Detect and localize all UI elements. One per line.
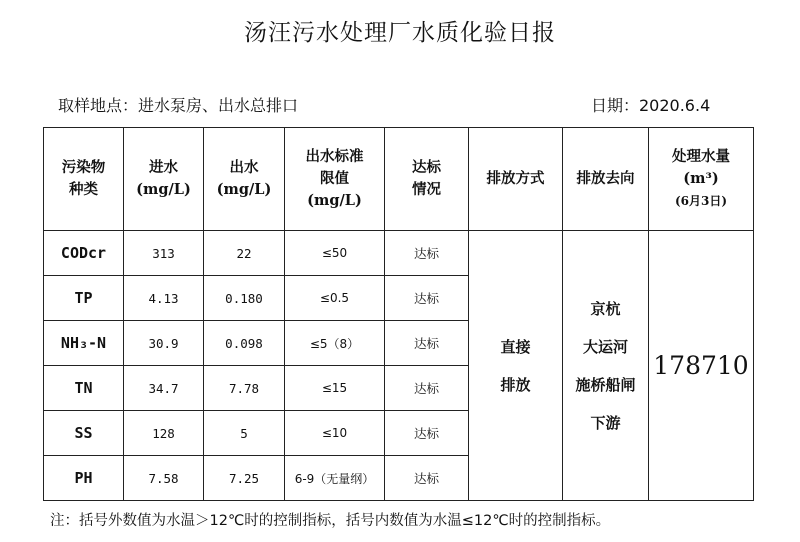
header-outflow — [204, 128, 285, 231]
table-row — [44, 231, 754, 276]
status-value: 达标 — [385, 366, 469, 411]
destination-line: 京杭 — [590, 299, 621, 318]
pollutant-name: TN — [44, 366, 124, 411]
discharge-method-line: 排放 — [500, 375, 531, 394]
destination-line: 下游 — [590, 413, 621, 432]
treated-volume: 178710 — [649, 231, 754, 501]
inflow-value: 313 — [124, 231, 204, 276]
header-line: 出水标准 — [305, 148, 364, 165]
status-value: 达标 — [385, 456, 469, 501]
header-volume — [649, 128, 754, 231]
footnote: 注：括号外数值为水温＞12℃时的控制指标，括号内数值为水温≤12℃时的控制指标。 — [50, 513, 611, 529]
pollutant-name: NH₃-N — [44, 321, 124, 366]
limit-value: ≤10 — [285, 411, 385, 456]
header-line: 进水 — [149, 159, 178, 176]
header-limit — [285, 128, 385, 231]
status-value: 达标 — [385, 231, 469, 276]
header-line: 情况 — [412, 181, 441, 198]
table-header-row — [44, 128, 754, 231]
outflow-value: 7.78 — [204, 366, 285, 411]
header-line: 污染物 — [61, 159, 106, 176]
pollutant-name: SS — [44, 411, 124, 456]
pollutant-name: TP — [44, 276, 124, 321]
outflow-value: 22 — [204, 231, 285, 276]
inflow-value: 4.13 — [124, 276, 204, 321]
outflow-value: 0.098 — [204, 321, 285, 366]
outflow-value: 5 — [204, 411, 285, 456]
status-value: 达标 — [385, 411, 469, 456]
header-destination: 排放去向 — [563, 128, 649, 231]
header-line: 达标 — [412, 159, 441, 176]
header-line: 种类 — [69, 181, 98, 198]
header-pollutant — [44, 128, 124, 231]
limit-value: ≤0.5 — [285, 276, 385, 321]
inflow-value: 128 — [124, 411, 204, 456]
limit-value: ≤15 — [285, 366, 385, 411]
header-line: (6月3日) — [674, 194, 728, 208]
header-line: 处理水量 — [672, 148, 730, 165]
header-line: 限值 — [320, 170, 349, 187]
header-line: 出水 — [229, 159, 259, 176]
report-title: 汤汪污水处理厂水质化验日报 — [244, 20, 556, 46]
header-line: (m³) — [683, 170, 719, 187]
limit-value: ≤50 — [285, 231, 385, 276]
status-value: 达标 — [385, 276, 469, 321]
status-value: 达标 — [385, 321, 469, 366]
report-date: 日期：2020.6.4 — [591, 96, 711, 115]
discharge-destination — [563, 231, 649, 501]
sampling-location: 取样地点：进水泵房、出水总排口 — [58, 96, 299, 115]
inflow-value: 30.9 — [124, 321, 204, 366]
water-quality-table — [43, 127, 754, 501]
header-line: (mg/L) — [136, 181, 191, 198]
destination-line: 施桥船闸 — [575, 375, 636, 394]
header-line: (mg/L) — [216, 181, 272, 198]
pollutant-name: CODcr — [44, 231, 124, 276]
outflow-value: 0.180 — [204, 276, 285, 321]
discharge-method-line: 直接 — [500, 337, 531, 356]
limit-value: 6-9（无量纲） — [285, 456, 385, 501]
header-line: (mg/L) — [307, 192, 362, 209]
header-status — [385, 128, 469, 231]
inflow-value: 7.58 — [124, 456, 204, 501]
outflow-value: 7.25 — [204, 456, 285, 501]
limit-value: ≤5（8） — [285, 321, 385, 366]
inflow-value: 34.7 — [124, 366, 204, 411]
header-inflow — [124, 128, 204, 231]
pollutant-name: PH — [44, 456, 124, 501]
destination-line: 大运河 — [582, 337, 628, 356]
header-method: 排放方式 — [469, 128, 563, 231]
discharge-method — [469, 231, 563, 501]
